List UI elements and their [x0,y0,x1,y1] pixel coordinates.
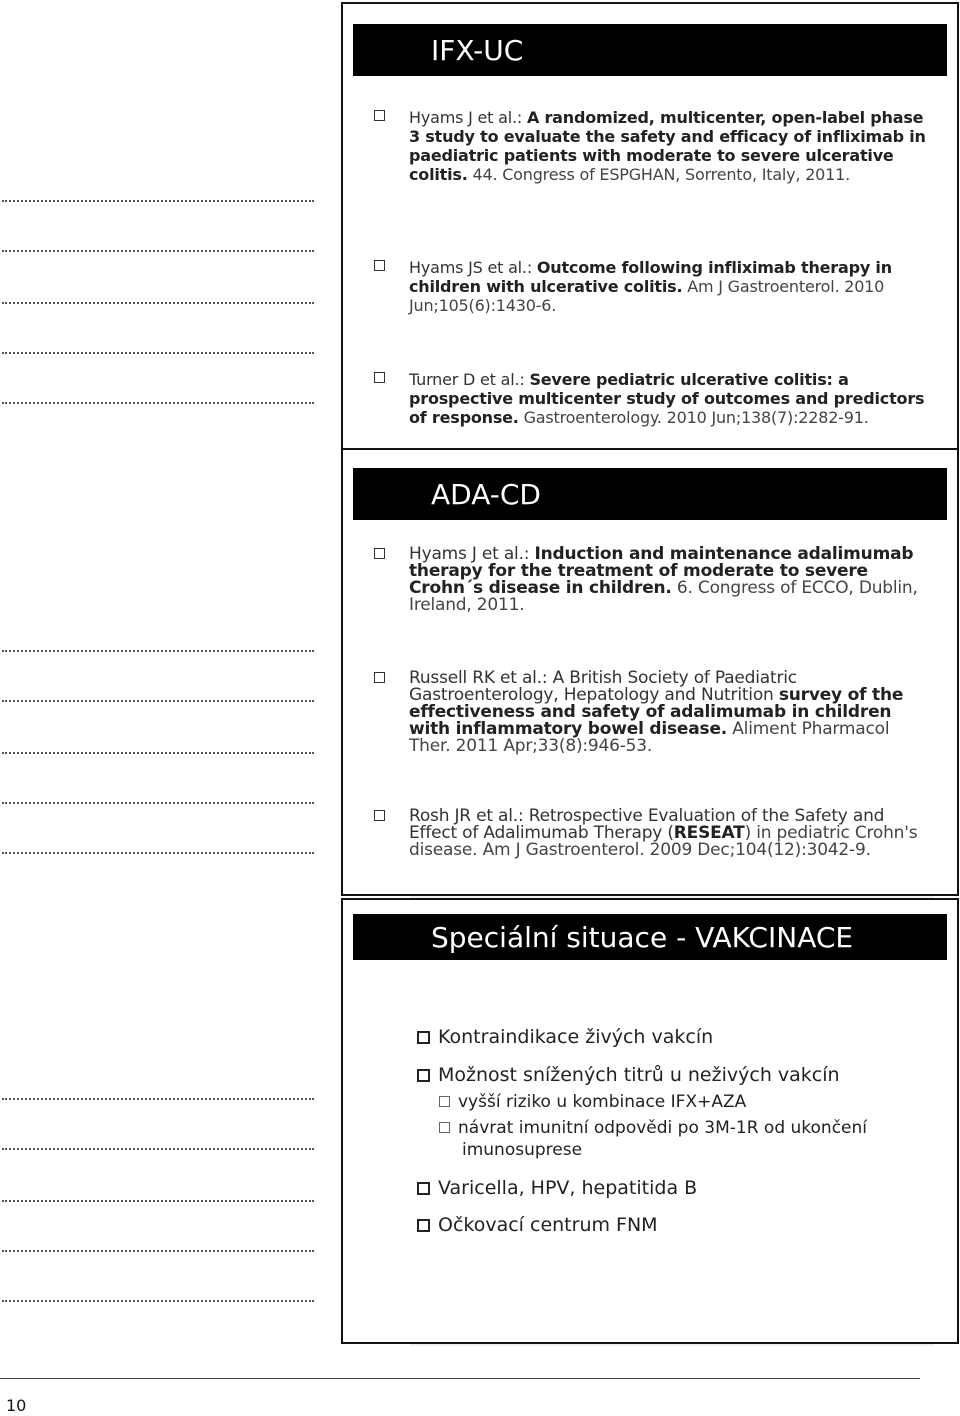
sub-bullet-item: návrat imunitní odpovědi po 3M-1R od ukončení imunosuprese [439,1117,942,1161]
ref-source: 6. Congress of ECCO, Dublin, Ireland, 2011. [409,578,918,615]
note-line [2,402,314,404]
footer-rule [0,1378,920,1379]
reference-item [409,670,929,755]
ref-author: Rosh JR et al.: Retrospective Evaluation of the Safety and Effect of Adalimumab Therapy ( [409,806,885,843]
ref-title: Outcome following infliximab therapy in children with ulcerative colitis. [409,258,892,296]
ref-source: Gastroenterology. 2010 Jun;138(7):2282-91. [518,408,869,427]
ref-author: Hyams J et al.: [409,544,535,564]
ref-source: ) in pediatric Crohn's disease. Am J Gastroenterol. 2009 Dec;104(12):3042-9. [409,823,918,860]
slide-title: Speciální situace - VAKCINACE [353,914,947,960]
note-line [2,200,314,202]
note-line [2,802,314,804]
note-line [2,352,314,354]
checkbox-bullet-icon [374,372,385,383]
note-line [2,852,314,854]
checkbox-bullet-icon [374,110,385,121]
slide-ada-cd [341,450,959,896]
ref-author: Russell RK et al.: A British Society of Paediatric Gastroenterology, Hepatology and Nutrition [409,668,797,705]
ref-title: Severe pediatric ulcerative colitis: a prospective multicenter study of outcomes and predictors of response. [409,370,925,427]
note-line [2,650,314,652]
ref-title: Induction and maintenance adalimumab therapy for the treatment of moderate to severe Crohn´s disease in children. [409,544,914,598]
ref-source: Aliment Pharmacol Ther. 2011 Apr;33(8):946-53. [409,719,890,756]
note-line [2,250,314,252]
bullet-item: Očkovací centrum FNM [417,1214,658,1237]
reference-item [409,546,929,614]
checkbox-bullet-icon [417,1219,430,1232]
checkbox-bullet-icon [439,1122,450,1133]
bullet-item: Kontraindikace živých vakcín [417,1026,713,1049]
bullet-item: Varicella, HPV, hepatitida B [417,1177,697,1200]
reference-item [409,108,929,184]
note-line [2,1250,314,1252]
reference-item [409,370,929,427]
reference-item [409,258,929,315]
note-line [2,1098,314,1100]
ref-author: Turner D et al.: [409,370,530,389]
checkbox-bullet-icon [417,1069,430,1082]
checkbox-bullet-icon [374,260,385,271]
slide-vakcinace [341,898,959,1344]
ref-source: 44. Congress of ESPGHAN, Sorrento, Italy, 2011. [467,165,851,184]
checkbox-bullet-icon [417,1031,430,1044]
note-line [2,700,314,702]
ref-author: Hyams J et al.: [409,108,527,127]
note-line [2,1200,314,1202]
slide-title: IFX-UC [353,24,947,76]
ref-title: A randomized, multicenter, open-label phase 3 study to evaluate the safety and efficacy of infliximab in paediatric patients with moderate to severe ulcerative colitis. [409,108,926,184]
checkbox-bullet-icon [439,1096,450,1107]
ref-title: RESEAT [673,823,745,843]
ref-source: Am J Gastroenterol. 2010 Jun;105(6):1430-6. [409,277,885,315]
slide-title: ADA-CD [353,468,947,520]
note-line [2,302,314,304]
note-line [2,1300,314,1302]
checkbox-bullet-icon [417,1182,430,1195]
reference-item [409,808,929,859]
sub-bullet-item: vyšší riziko u kombinace IFX+AZA [439,1091,746,1113]
slide-ifx-uc [341,2,959,450]
ref-title: survey of the effectiveness and safety of adalimumab in children with inflammatory bowel disease. [409,685,904,739]
note-line [2,752,314,754]
checkbox-bullet-icon [374,548,385,559]
checkbox-bullet-icon [374,672,385,683]
ref-author: Hyams JS et al.: [409,258,537,277]
note-line [2,1148,314,1150]
bullet-item: Možnost snížených titrů u neživých vakcín [417,1064,840,1087]
page-number: 10 [6,1396,27,1415]
checkbox-bullet-icon [374,810,385,821]
